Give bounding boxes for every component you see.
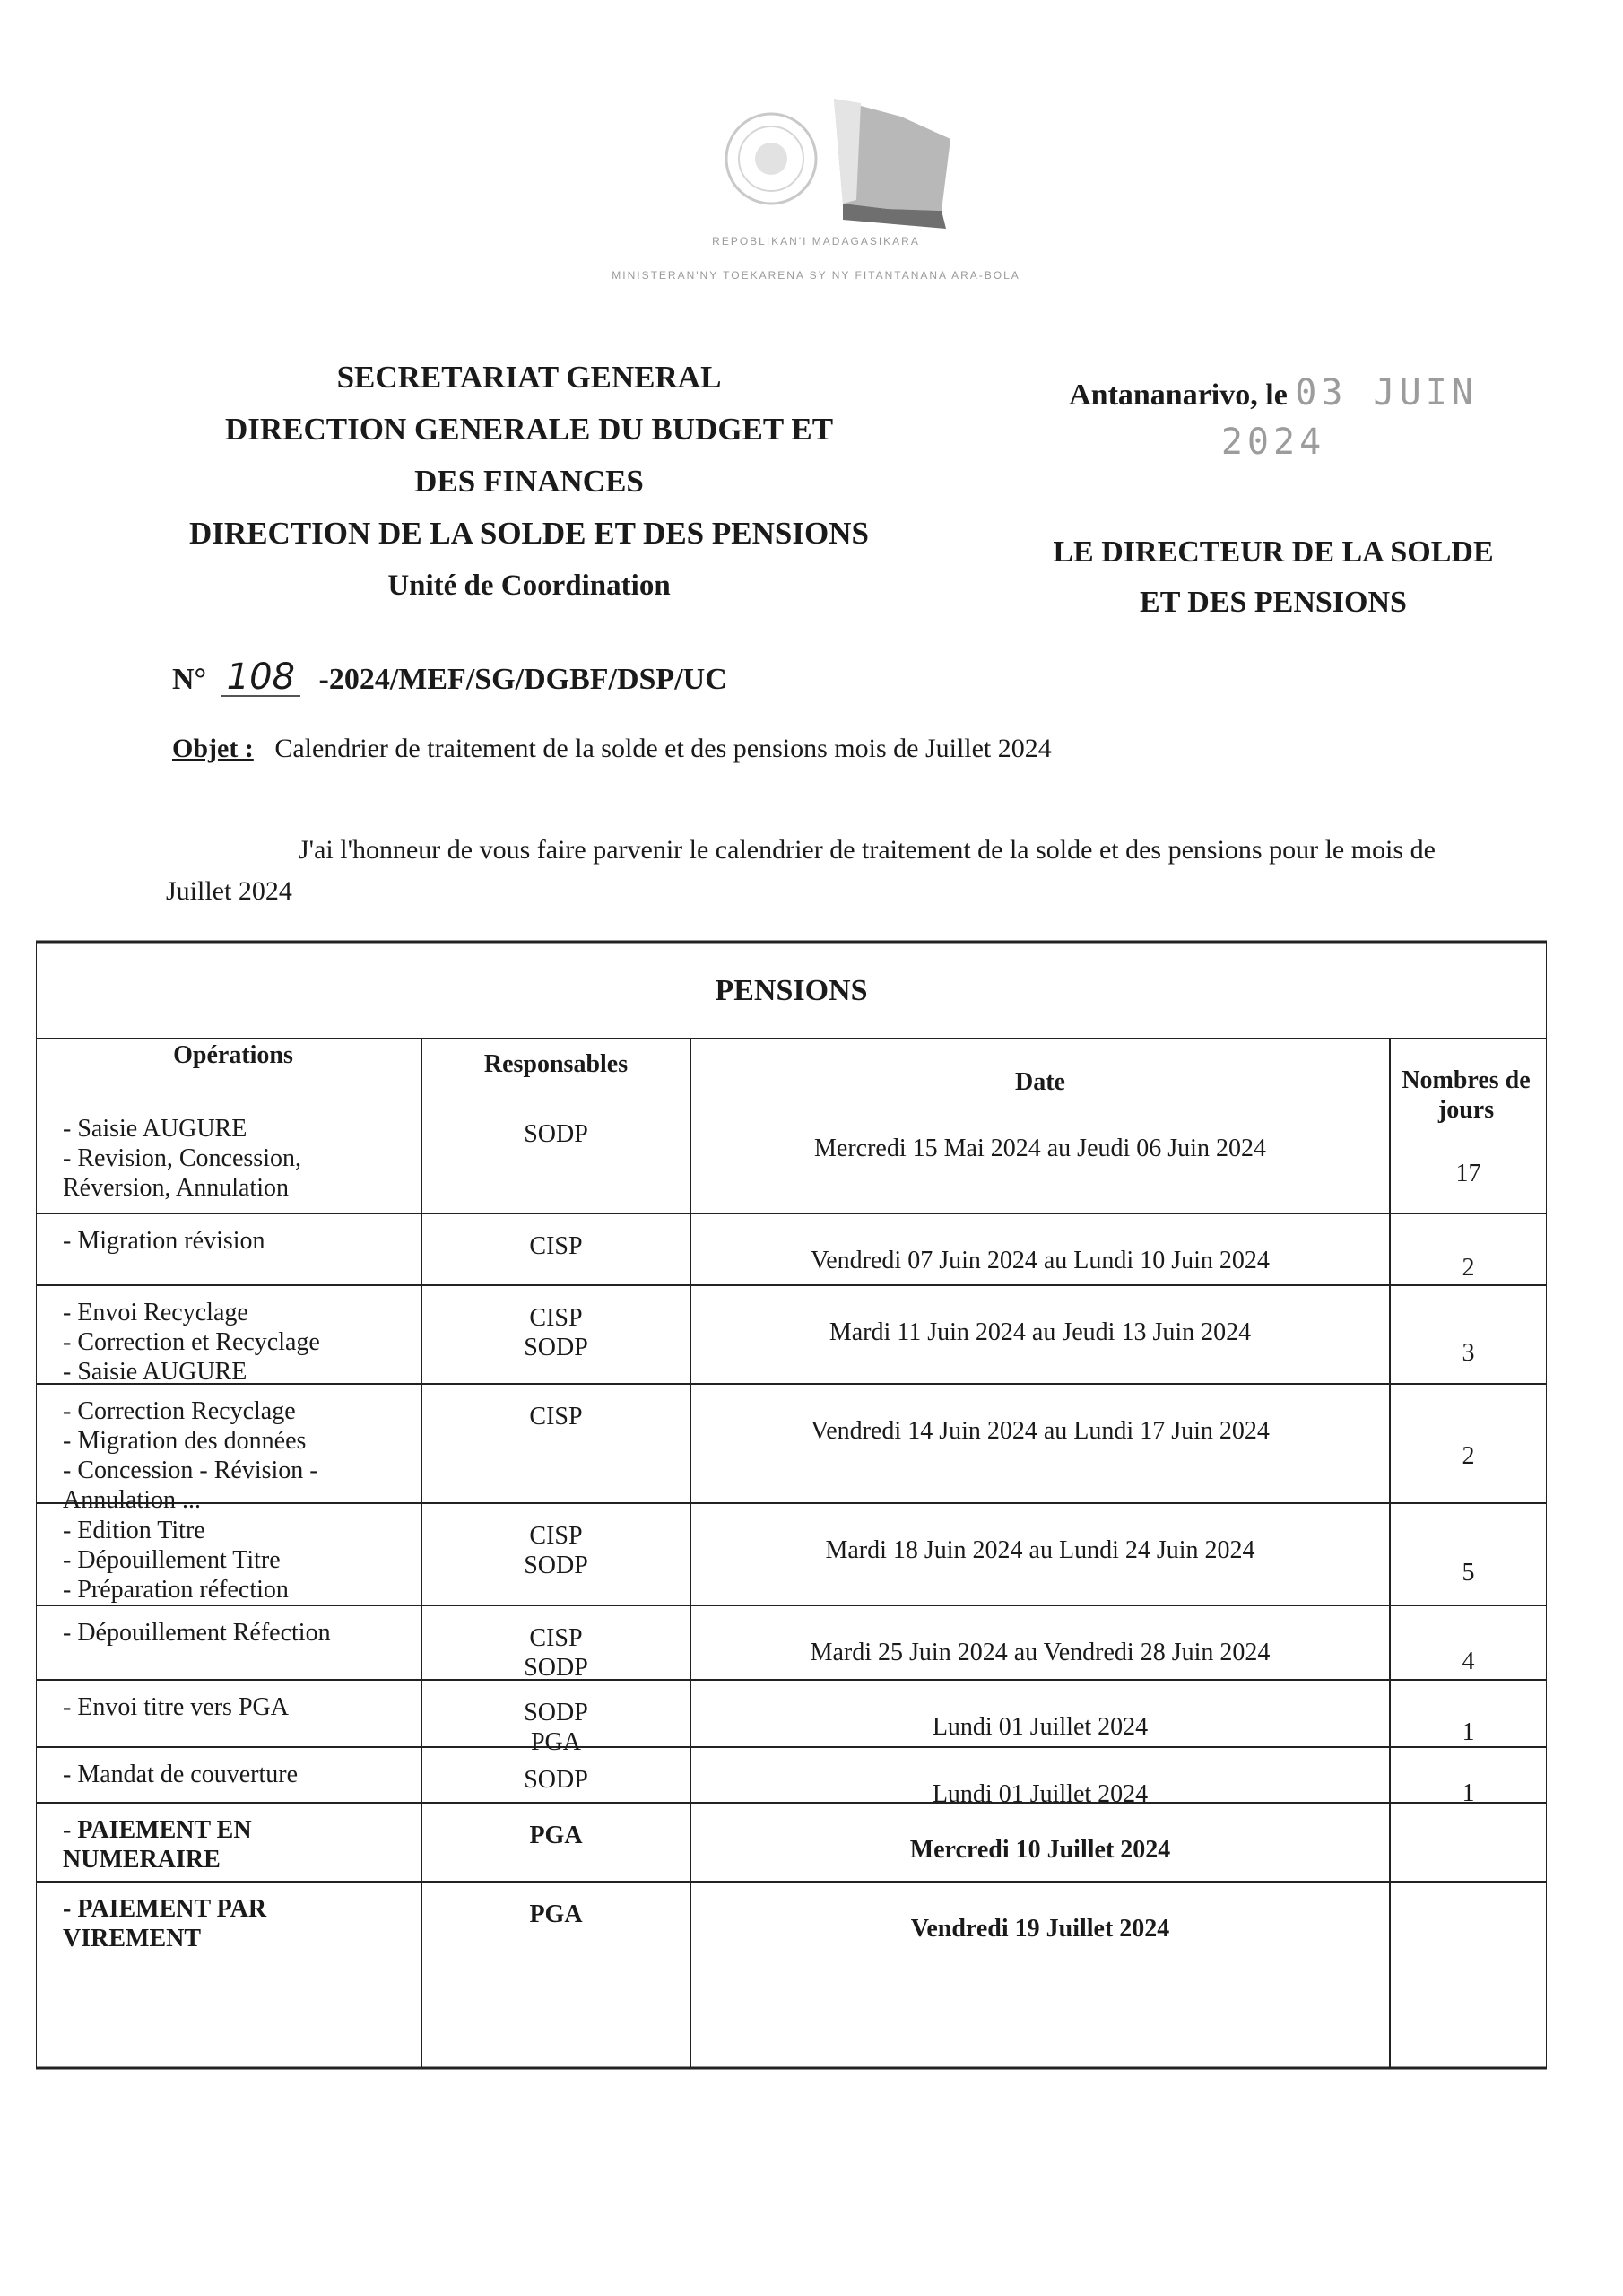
subject-label: Objet : (172, 734, 254, 763)
days-cell: 3 (1462, 1339, 1475, 1367)
operation-line: NUMERAIRE (63, 1846, 221, 1874)
column-header-operations: Opérations (173, 1041, 293, 1069)
issuer-line: SECRETARIAT GENERAL (336, 360, 722, 395)
operations-cell (63, 1894, 417, 1953)
subject-text: Calendrier de traitement de la solde et des pensions mois de Juillet 2024 (274, 734, 1052, 763)
operations-cell (63, 1226, 417, 1256)
days-cell: 5 (1462, 1559, 1475, 1587)
madagascar-emblem-icon (708, 94, 959, 251)
operation-line: - Revision, Concession, (63, 1144, 301, 1172)
date-cell: Lundi 01 Juillet 2024 (932, 1780, 1149, 1808)
date-cell: Vendredi 07 Juin 2024 au Lundi 10 Juin 2024 (811, 1247, 1270, 1274)
operation-line: - Correction Recyclage (63, 1397, 296, 1425)
responsables-cell (421, 1900, 690, 1929)
responsables-cell (421, 1765, 690, 1795)
date-prefix: Antananarivo, le (1069, 378, 1288, 412)
operation-line: - Envoi Recyclage (63, 1299, 248, 1326)
operations-cell (63, 1760, 417, 1789)
responsables-cell (421, 1402, 690, 1431)
date-stamp: 03 JUIN 2024 (1220, 372, 1478, 463)
days-cell: 2 (1462, 1442, 1475, 1470)
operation-line: - Saisie AUGURE (63, 1358, 247, 1386)
date-cell: Mercredi 10 Juillet 2024 (909, 1836, 1171, 1864)
operation-line: - PAIEMENT EN (63, 1816, 252, 1844)
responsable-line: PGA (530, 1728, 581, 1756)
issuer-line: DES FINANCES (414, 464, 644, 499)
responsable-line: SODP (524, 1699, 588, 1726)
responsables-cell (421, 1698, 690, 1757)
operations-cell (63, 1692, 417, 1722)
date-line (1013, 370, 1533, 468)
operation-line: - Dépouillement Réfection (63, 1619, 331, 1647)
issuer-line: DIRECTION DE LA SOLDE ET DES PENSIONS (189, 516, 869, 551)
issuer-line: Unité de Coordination (387, 570, 671, 602)
operation-line: - Dépouillement Titre (63, 1546, 281, 1574)
reference-prefix: N° (172, 663, 207, 696)
responsable-line: SODP (524, 1766, 588, 1794)
operation-line: Annulation ... (63, 1486, 201, 1514)
letterhead-line-2: MINISTERAN'NY TOEKARENA SY NY FITANTANANA ARA-BOLA (612, 269, 1020, 282)
days-cell: 4 (1462, 1647, 1475, 1675)
operation-line: - PAIEMENT PAR (63, 1895, 267, 1923)
letterhead-line-1: REPOBLIKAN'I MADAGASIKARA (712, 235, 920, 248)
issuer-line: DIRECTION GENERALE DU BUDGET ET (224, 412, 834, 447)
responsable-line: CISP (529, 1232, 583, 1260)
days-cell: 1 (1462, 1718, 1475, 1746)
operation-line: - Préparation réfection (63, 1576, 289, 1604)
date-cell: Mardi 11 Juin 2024 au Jeudi 13 Juin 2024 (829, 1318, 1252, 1346)
subject-line (172, 734, 1052, 764)
pensions-table (36, 940, 1547, 2106)
operations-cell (63, 1396, 417, 1515)
responsable-line: CISP (529, 1522, 583, 1550)
responsable-line: SODP (524, 1552, 588, 1579)
date-cell: Mardi 25 Juin 2024 au Vendredi 28 Juin 2024 (810, 1639, 1271, 1666)
operations-cell (63, 1298, 417, 1387)
column-header-responsables: Responsables (483, 1050, 629, 1078)
responsables-cell (421, 1303, 690, 1362)
operations-cell (63, 1618, 417, 1648)
reference-line (172, 659, 727, 697)
days-cell: 2 (1462, 1254, 1475, 1282)
responsable-line: SODP (524, 1654, 588, 1682)
date-cell: Mardi 18 Juin 2024 au Lundi 24 Juin 2024 (825, 1536, 1255, 1564)
operation-line: VIREMENT (63, 1925, 202, 1952)
director-title-line: ET DES PENSIONS (1140, 586, 1407, 619)
responsable-line: SODP (524, 1120, 588, 1148)
operation-line: - Mandat de couverture (63, 1761, 298, 1788)
responsables-cell (421, 1231, 690, 1261)
operations-cell (63, 1516, 417, 1605)
director-title (1013, 527, 1533, 628)
responsable-line: CISP (529, 1624, 583, 1652)
operation-line: - Concession - Révision - (63, 1457, 318, 1484)
responsables-cell (421, 1623, 690, 1683)
date-cell: Lundi 01 Juillet 2024 (932, 1713, 1149, 1741)
responsable-line: SODP (524, 1334, 588, 1361)
operation-line: Réversion, Annulation (63, 1174, 289, 1202)
responsable-line: CISP (529, 1304, 583, 1332)
issuer-block (161, 352, 897, 612)
responsables-cell (421, 1821, 690, 1850)
operation-line: - Migration des données (63, 1427, 307, 1455)
responsables-cell (421, 1119, 690, 1149)
director-title-line: LE DIRECTEUR DE LA SOLDE (1053, 535, 1494, 569)
intro-paragraph: J'ai l'honneur de vous faire parvenir le calendrier de traitement de la solde et des pensions pour le mois de Juillet 2024 (166, 835, 1436, 906)
responsable-line: PGA (529, 1900, 583, 1928)
operation-line: - Saisie AUGURE (63, 1115, 247, 1143)
column-header-date: Date (1015, 1068, 1065, 1096)
operations-cell (63, 1815, 417, 1874)
responsable-line: CISP (529, 1403, 583, 1431)
operation-line: - Envoi titre vers PGA (63, 1693, 289, 1721)
operation-line: - Correction et Recyclage (63, 1328, 320, 1356)
reference-suffix: -2024/MEF/SG/DGBF/DSP/UC (318, 663, 727, 696)
operations-cell (63, 1114, 417, 1203)
responsable-line: PGA (529, 1822, 583, 1849)
days-cell: 1 (1462, 1779, 1475, 1807)
column-header-jours: Nombres de jours (1402, 1066, 1531, 1124)
operation-line: - Edition Titre (63, 1517, 205, 1544)
reference-number: 108 (221, 659, 300, 697)
days-cell: 17 (1455, 1160, 1481, 1187)
responsables-cell (421, 1521, 690, 1580)
table-title: PENSIONS (715, 974, 868, 1007)
date-cell: Vendredi 14 Juin 2024 au Lundi 17 Juin 2024 (811, 1417, 1270, 1445)
date-cell: Vendredi 19 Juillet 2024 (910, 1915, 1170, 1943)
operation-line: - Migration révision (63, 1227, 265, 1255)
recipient-block (1013, 370, 1533, 628)
date-cell: Mercredi 15 Mai 2024 au Jeudi 06 Juin 2024 (814, 1135, 1266, 1162)
